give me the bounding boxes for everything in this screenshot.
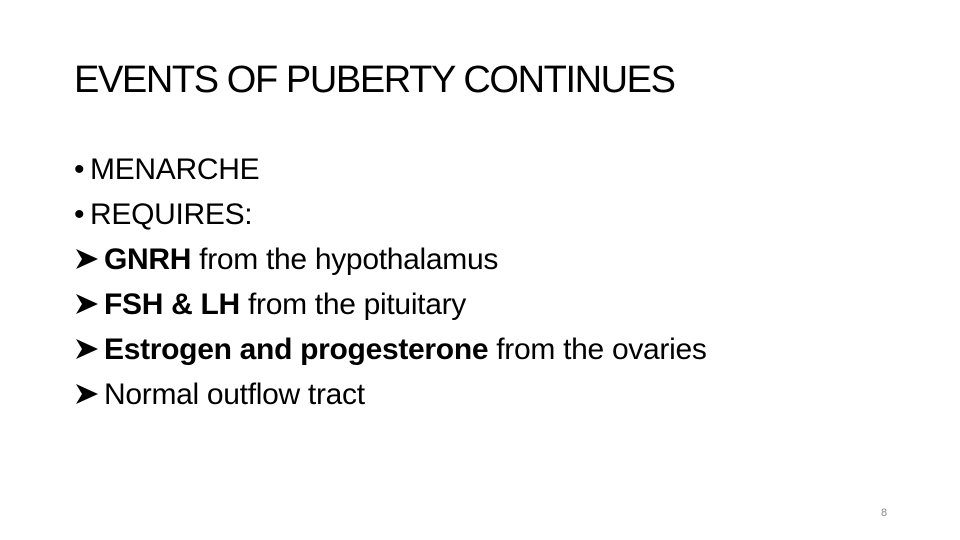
bullet-text: REQUIRES: [90,198,253,231]
arrow-item-estrogen [74,327,894,372]
arrowhead-bullet-icon [74,337,104,361]
arrow-item-fsh-lh [74,282,894,327]
arrowhead-bullet-icon [74,292,104,316]
bullet-item-menarche [74,147,894,192]
arrow-item-bold-text: Estrogen and progesterone [104,333,489,366]
arrow-item-bold-text: FSH & LH [104,288,240,321]
bullet-item-requires [74,192,894,237]
arrow-item-text: Normal outflow tract [104,378,365,411]
page-number: 8 [880,507,888,519]
bullet-dot: • [74,198,85,231]
bullet-dot: • [74,153,85,186]
arrow-item-text: from the pituitary [239,288,466,321]
arrow-item-text: from the hypothalamus [191,243,499,276]
arrow-item-bold-text: GNRH [104,243,192,276]
arrow-item-gnrh [74,237,894,282]
bullet-text: MENARCHE [90,153,260,186]
arrow-item-outflow [74,372,894,417]
arrowhead-bullet-icon [74,247,104,271]
arrow-item-text: from the ovaries [488,333,707,366]
slide-content [74,147,894,417]
slide-title: EVENTS OF PUBERTY CONTINUES [74,59,675,101]
arrowhead-bullet-icon [74,382,104,406]
